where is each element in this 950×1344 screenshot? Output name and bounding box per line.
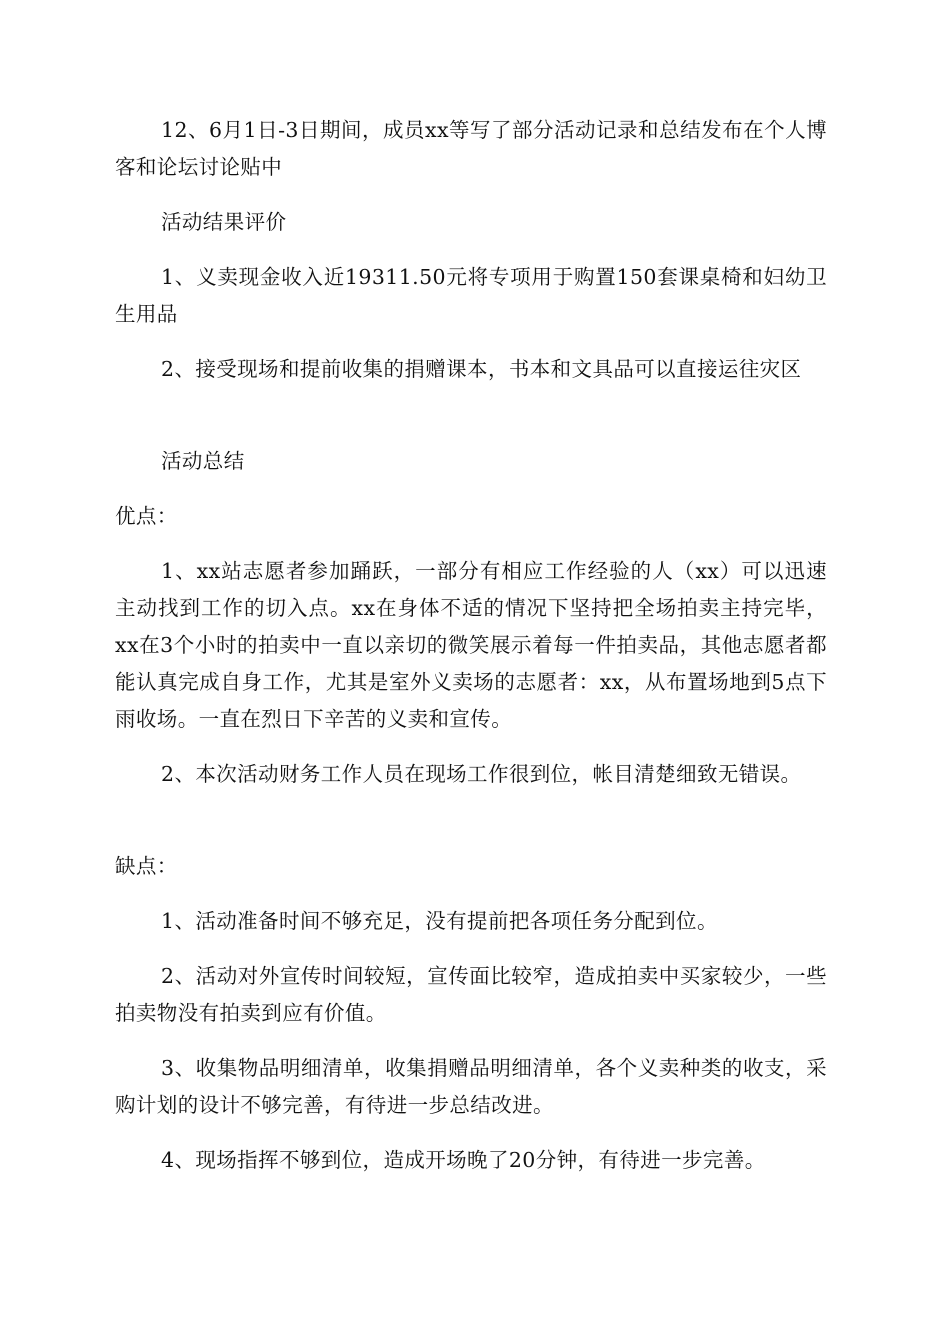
paragraph-weakness-publicity: 2、活动对外宣传时间较短，宣传面比较窄，造成拍卖中买家较少，一些拍卖物没有拍卖到应有价值。 [115,964,827,1025]
heading-strengths: 优点： [115,504,178,528]
paragraph-diary-posts: 12、6月1日-3日期间，成员xx等写了部分活动记录和总结发布在个人博客和论坛讨论贴中 [115,118,827,179]
heading-activity-summary: 活动总结 [161,449,245,473]
heading-weaknesses: 缺点： [115,854,178,878]
paragraph-strength-finance: 2、本次活动财务工作人员在现场工作很到位，帐目清楚细致无错误。 [161,762,802,786]
paragraph-strength-volunteers: 1、xx站志愿者参加踊跃，一部分有相应工作经验的人（xx）可以迅速主动找到工作的切入点。xx在身体不适的情况下坚持把全场拍卖主持完毕，xx在3个小时的拍卖中一直以亲切的微笑展示着每一件拍卖品，其他志愿者都能认真完成自身工作，尤其是室外义卖场的志愿者：xx，从布置场地到5点下雨收场。一直在烈日下辛苦的义卖和宣传。 [115,559,827,731]
paragraph-weakness-preparation: 1、活动准备时间不够充足，没有提前把各项任务分配到位。 [161,909,718,933]
paragraph-weakness-command: 4、现场指挥不够到位，造成开场晚了20分钟，有待进一步完善。 [161,1148,766,1172]
paragraph-cash-income: 1、义卖现金收入近19311.50元将专项用于购置150套课桌椅和妇幼卫生用品 [115,265,827,326]
heading-results-evaluation: 活动结果评价 [161,210,287,234]
paragraph-weakness-inventory: 3、收集物品明细清单，收集捐赠品明细清单，各个义卖种类的收支，采购计划的设计不够完善，有待进一步总结改进。 [115,1056,827,1117]
paragraph-donated-books: 2、接受现场和提前收集的捐赠课本，书本和文具品可以直接运往灾区 [161,357,802,381]
